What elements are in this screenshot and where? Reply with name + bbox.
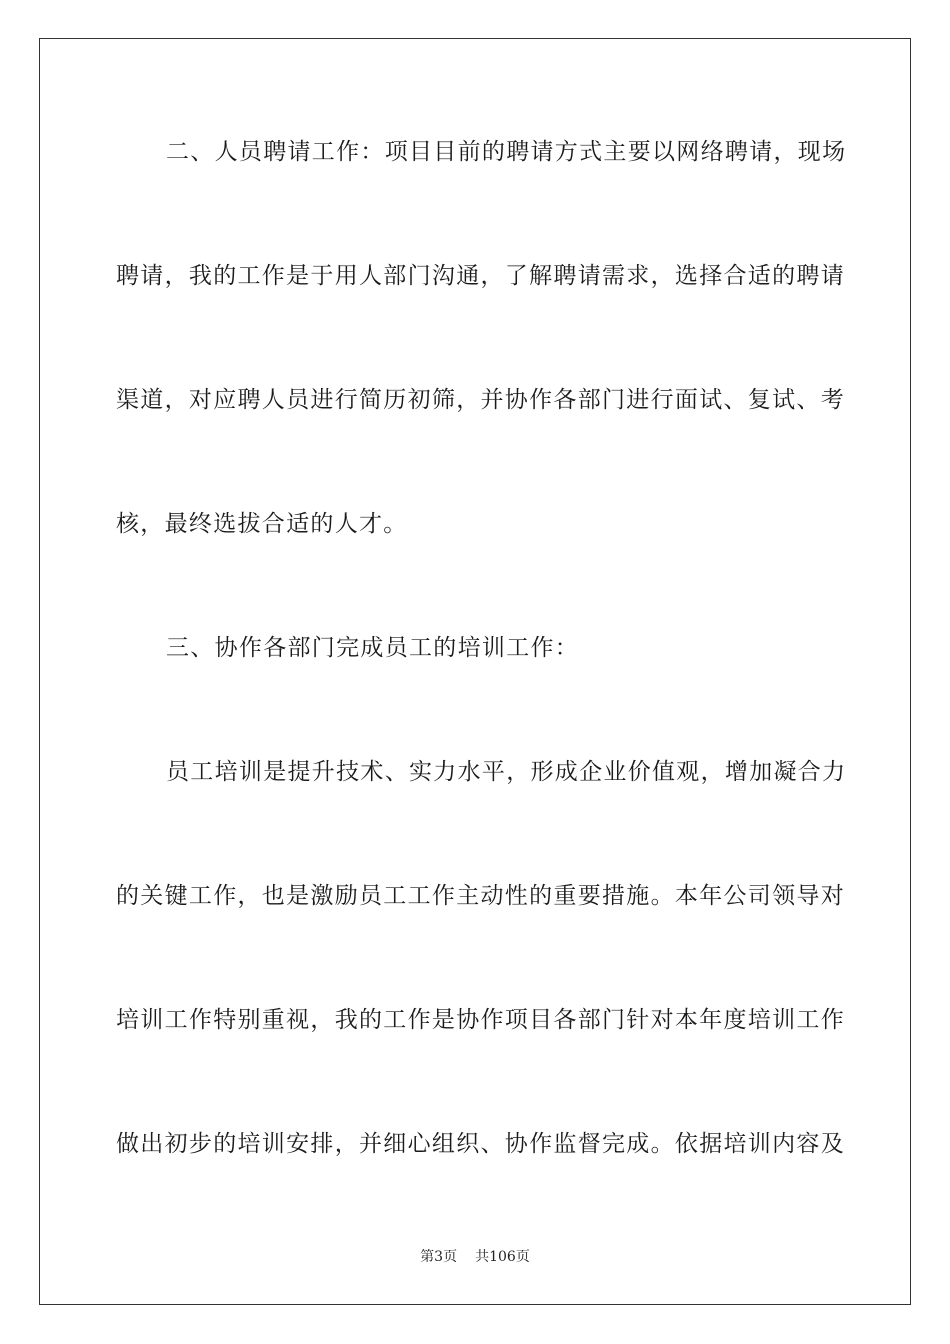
page-number: 第3页	[420, 1249, 458, 1265]
text-line-8: 培训工作特别重视，我的工作是协作项目各部门针对本年度培训工作	[116, 1007, 845, 1033]
text-line-7: 的关键工作，也是激励员工工作主动性的重要措施。本年公司领导对	[116, 883, 845, 909]
text-line-9: 做出初步的培训安排，并细心组织、协作监督完成。依据培训内容及	[116, 1131, 845, 1157]
total-pages: 共106页	[475, 1249, 530, 1265]
text-line-3: 渠道，对应聘人员进行简历初筛，并协作各部门进行面试、复试、考	[116, 387, 845, 413]
page-border	[39, 38, 911, 1305]
text-line-4: 核，最终选拔合适的人才。	[116, 511, 408, 537]
page-footer	[0, 1248, 950, 1266]
text-line-5: 三、协作各部门完成员工的培训工作：	[166, 635, 580, 661]
text-line-6: 员工培训是提升技术、实力水平，形成企业价值观，增加凝合力	[166, 759, 847, 785]
text-line-1: 二、人员聘请工作：项目目前的聘请方式主要以网络聘请，现场	[166, 139, 847, 165]
text-line-2: 聘请，我的工作是于用人部门沟通，了解聘请需求，选择合适的聘请	[116, 263, 845, 289]
